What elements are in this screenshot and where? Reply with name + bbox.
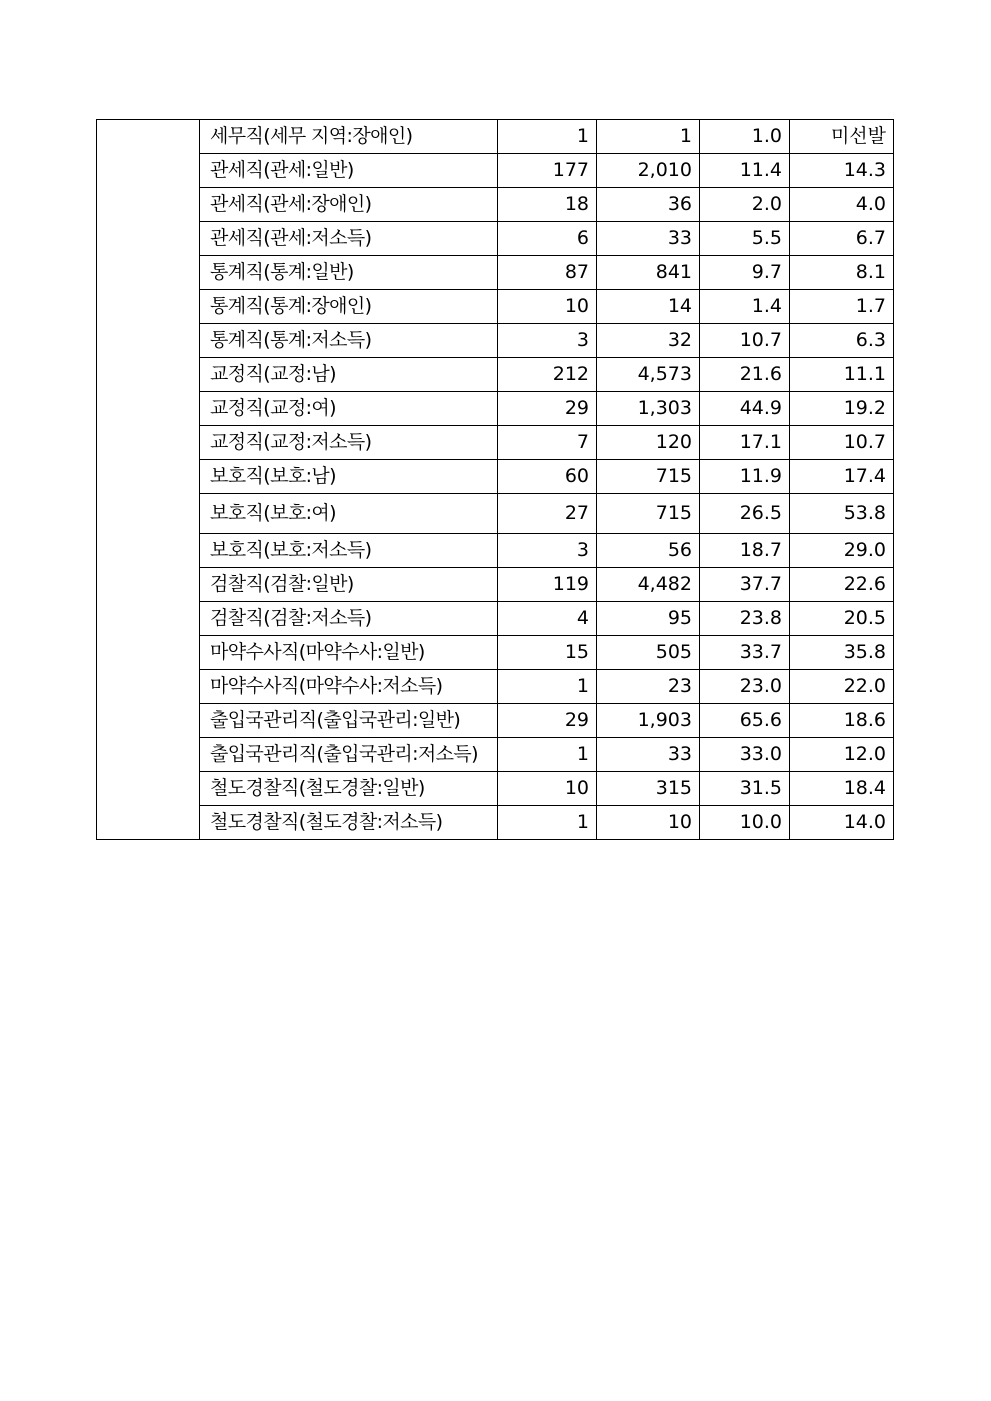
previous-ratio: 53.8: [790, 494, 894, 534]
recruitment-table: [96, 119, 894, 840]
competition-ratio: 9.7: [700, 256, 790, 290]
recruit-count: 60: [498, 460, 597, 494]
table-row: [97, 534, 894, 568]
competition-ratio: 23.8: [700, 602, 790, 636]
competition-ratio: 10.7: [700, 324, 790, 358]
applicant-count: 841: [597, 256, 700, 290]
competition-ratio: 1.4: [700, 290, 790, 324]
recruit-count: 1: [498, 738, 597, 772]
recruit-count: 4: [498, 602, 597, 636]
table-row: [97, 772, 894, 806]
competition-ratio: 31.5: [700, 772, 790, 806]
previous-ratio: 22.0: [790, 670, 894, 704]
previous-ratio: 14.3: [790, 154, 894, 188]
position-name: 출입국관리직(출입국관리:일반): [200, 704, 498, 738]
applicant-count: 715: [597, 494, 700, 534]
position-name: 교정직(교정:저소득): [200, 426, 498, 460]
recruit-count: 1: [498, 670, 597, 704]
applicant-count: 4,573: [597, 358, 700, 392]
table-row: [97, 494, 894, 534]
applicant-count: 120: [597, 426, 700, 460]
previous-ratio: 17.4: [790, 460, 894, 494]
position-name: 마약수사직(마약수사:저소득): [200, 670, 498, 704]
table-row: [97, 806, 894, 840]
previous-ratio: 22.6: [790, 568, 894, 602]
previous-ratio: 11.1: [790, 358, 894, 392]
competition-ratio: 17.1: [700, 426, 790, 460]
table-row: [97, 568, 894, 602]
competition-ratio: 21.6: [700, 358, 790, 392]
competition-ratio: 10.0: [700, 806, 790, 840]
recruit-count: 10: [498, 290, 597, 324]
applicant-count: 32: [597, 324, 700, 358]
competition-ratio: 44.9: [700, 392, 790, 426]
position-name: 보호직(보호:저소득): [200, 534, 498, 568]
applicant-count: 23: [597, 670, 700, 704]
recruit-count: 15: [498, 636, 597, 670]
previous-ratio: 14.0: [790, 806, 894, 840]
table-row: [97, 256, 894, 290]
applicant-count: 2,010: [597, 154, 700, 188]
recruit-count: 1: [498, 120, 597, 154]
applicant-count: 505: [597, 636, 700, 670]
recruit-count: 87: [498, 256, 597, 290]
table-row: [97, 324, 894, 358]
applicant-count: 1,903: [597, 704, 700, 738]
position-name: 철도경찰직(철도경찰:저소득): [200, 806, 498, 840]
recruit-count: 27: [498, 494, 597, 534]
recruit-count: 119: [498, 568, 597, 602]
previous-ratio: 미선발: [790, 120, 894, 154]
table-row: [97, 222, 894, 256]
table-row: [97, 636, 894, 670]
applicant-count: 14: [597, 290, 700, 324]
applicant-count: 4,482: [597, 568, 700, 602]
table-row: [97, 704, 894, 738]
recruit-count: 6: [498, 222, 597, 256]
position-name: 보호직(보호:여): [200, 494, 498, 534]
table-row: [97, 602, 894, 636]
previous-ratio: 18.4: [790, 772, 894, 806]
competition-ratio: 26.5: [700, 494, 790, 534]
previous-ratio: 6.3: [790, 324, 894, 358]
previous-ratio: 10.7: [790, 426, 894, 460]
competition-ratio: 33.0: [700, 738, 790, 772]
position-name: 통계직(통계:일반): [200, 256, 498, 290]
competition-ratio: 11.4: [700, 154, 790, 188]
applicant-count: 715: [597, 460, 700, 494]
table-row: [97, 154, 894, 188]
previous-ratio: 8.1: [790, 256, 894, 290]
previous-ratio: 6.7: [790, 222, 894, 256]
position-name: 통계직(통계:저소득): [200, 324, 498, 358]
applicant-count: 33: [597, 738, 700, 772]
recruit-count: 29: [498, 704, 597, 738]
recruit-count: 29: [498, 392, 597, 426]
competition-ratio: 5.5: [700, 222, 790, 256]
recruit-count: 177: [498, 154, 597, 188]
recruit-count: 1: [498, 806, 597, 840]
applicant-count: 1: [597, 120, 700, 154]
position-name: 통계직(통계:장애인): [200, 290, 498, 324]
previous-ratio: 4.0: [790, 188, 894, 222]
recruit-count: 18: [498, 188, 597, 222]
recruit-count: 7: [498, 426, 597, 460]
previous-ratio: 18.6: [790, 704, 894, 738]
position-name: 교정직(교정:여): [200, 392, 498, 426]
competition-ratio: 18.7: [700, 534, 790, 568]
recruit-count: 10: [498, 772, 597, 806]
applicant-count: 36: [597, 188, 700, 222]
position-name: 철도경찰직(철도경찰:일반): [200, 772, 498, 806]
position-name: 검찰직(검찰:일반): [200, 568, 498, 602]
recruit-count: 3: [498, 324, 597, 358]
position-name: 검찰직(검찰:저소득): [200, 602, 498, 636]
table-row: [97, 290, 894, 324]
position-name: 관세직(관세:일반): [200, 154, 498, 188]
competition-ratio: 65.6: [700, 704, 790, 738]
competition-ratio: 11.9: [700, 460, 790, 494]
previous-ratio: 1.7: [790, 290, 894, 324]
table-row: [97, 188, 894, 222]
table-row: [97, 426, 894, 460]
position-name: 관세직(관세:장애인): [200, 188, 498, 222]
table-row: [97, 460, 894, 494]
competition-ratio: 2.0: [700, 188, 790, 222]
table-row: [97, 738, 894, 772]
competition-ratio: 23.0: [700, 670, 790, 704]
competition-ratio: 1.0: [700, 120, 790, 154]
position-name: 세무직(세무 지역:장애인): [200, 120, 498, 154]
previous-ratio: 35.8: [790, 636, 894, 670]
applicant-count: 10: [597, 806, 700, 840]
competition-ratio: 33.7: [700, 636, 790, 670]
position-name: 교정직(교정:남): [200, 358, 498, 392]
applicant-count: 56: [597, 534, 700, 568]
position-name: 출입국관리직(출입국관리:저소득): [200, 738, 498, 772]
applicant-count: 33: [597, 222, 700, 256]
table-row: [97, 670, 894, 704]
applicant-count: 315: [597, 772, 700, 806]
applicant-count: 1,303: [597, 392, 700, 426]
position-name: 보호직(보호:남): [200, 460, 498, 494]
recruit-count: 212: [498, 358, 597, 392]
previous-ratio: 20.5: [790, 602, 894, 636]
table-row: [97, 358, 894, 392]
competition-ratio: 37.7: [700, 568, 790, 602]
position-name: 마약수사직(마약수사:일반): [200, 636, 498, 670]
applicant-count: 95: [597, 602, 700, 636]
table-row: [97, 120, 894, 154]
recruit-count: 3: [498, 534, 597, 568]
previous-ratio: 19.2: [790, 392, 894, 426]
position-name: 관세직(관세:저소득): [200, 222, 498, 256]
previous-ratio: 12.0: [790, 738, 894, 772]
category-cell: [97, 120, 200, 840]
previous-ratio: 29.0: [790, 534, 894, 568]
table-row: [97, 392, 894, 426]
